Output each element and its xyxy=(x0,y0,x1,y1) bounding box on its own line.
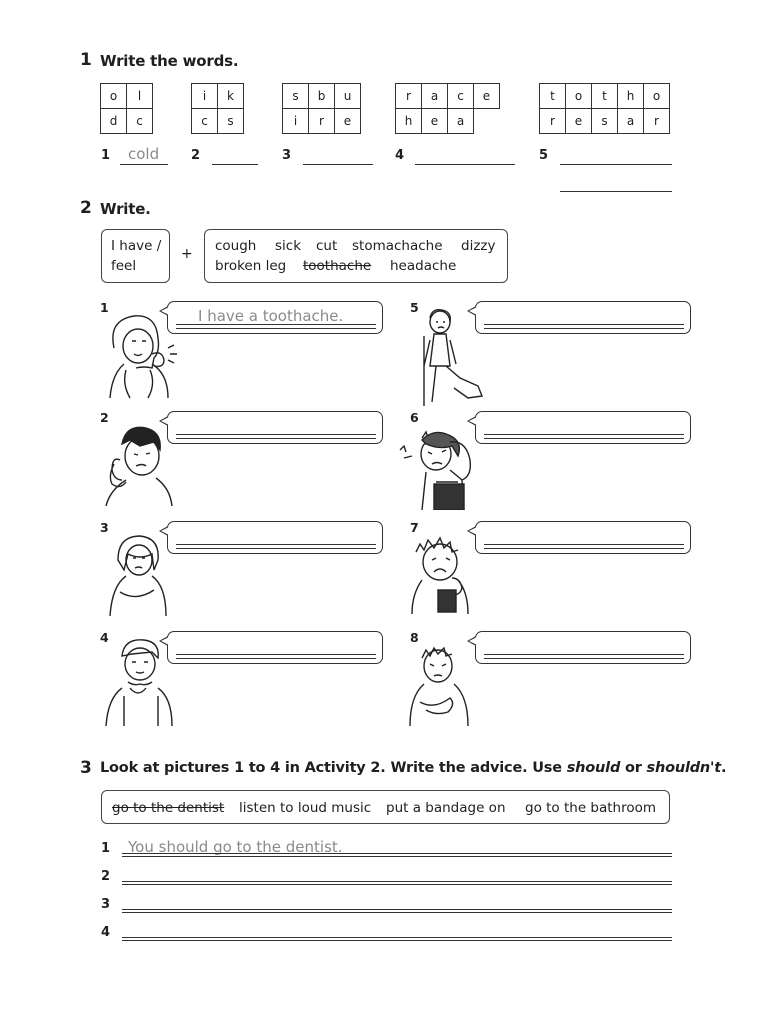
word-bank-item: sick xyxy=(275,238,302,254)
advice-line-1[interactable] xyxy=(122,853,672,854)
word-bank-item: dizzy xyxy=(461,238,496,254)
grid-cell: i xyxy=(192,84,218,109)
grid-cell: o xyxy=(644,84,670,109)
letter-grid-3 xyxy=(282,83,361,134)
bubble-line xyxy=(484,434,684,435)
activity3-number: 3 xyxy=(80,758,92,778)
grid-cell: a xyxy=(422,84,448,109)
activity2-title: Write. xyxy=(100,200,151,218)
grid-cell: r xyxy=(396,84,422,109)
speech-bubble-7[interactable] xyxy=(475,521,691,554)
grid-cell: c xyxy=(448,84,474,109)
advice-line-second xyxy=(122,912,672,913)
picture-number: 7 xyxy=(410,520,419,535)
advice-answer-1: You should go to the dentist. xyxy=(128,838,343,856)
picture-number: 3 xyxy=(100,520,109,535)
phrase-bank-item: go to the bathroom xyxy=(525,800,657,816)
bubble-line xyxy=(176,328,376,329)
advice-line-3[interactable] xyxy=(122,909,672,910)
activity3-title xyxy=(100,760,726,776)
grid-cell: a xyxy=(618,109,644,134)
answer-number: 4 xyxy=(395,148,405,163)
bubble-line xyxy=(176,544,376,545)
bubble-line xyxy=(484,654,684,655)
phrase-bank-item-used: go to the dentist xyxy=(112,800,225,816)
bubble-line xyxy=(176,438,376,439)
answer-line-4[interactable] xyxy=(415,164,515,165)
answer-line-3[interactable] xyxy=(303,164,373,165)
bubble-answer-1: I have a toothache. xyxy=(198,307,344,325)
speech-bubble-3[interactable] xyxy=(167,521,383,554)
phrase-bank-item: listen to loud music xyxy=(239,800,372,816)
bubble-line xyxy=(176,658,376,659)
grid-cell: h xyxy=(618,84,644,109)
advice-number: 3 xyxy=(101,897,111,912)
speech-bubble-6[interactable] xyxy=(475,411,691,444)
letter-grid-5 xyxy=(539,83,670,134)
grid-cell: d xyxy=(101,109,127,134)
phrase-bank-box xyxy=(101,790,670,824)
word-bank-item: cut xyxy=(316,238,338,254)
bubble-line xyxy=(484,544,684,545)
advice-line-second xyxy=(122,884,672,885)
word-bank-item: cough xyxy=(215,238,257,254)
word-bank-item-used: toothache xyxy=(303,258,372,274)
answer-number: 5 xyxy=(539,148,549,163)
bubble-line xyxy=(484,658,684,659)
activity3-title-or: or xyxy=(620,760,647,776)
grid-cell: r xyxy=(644,109,670,134)
speech-bubble-1[interactable] xyxy=(167,301,383,334)
answer-text-1: cold xyxy=(128,145,160,163)
answer-number: 2 xyxy=(191,148,201,163)
picture-number: 1 xyxy=(100,300,109,315)
word-bank-item: broken leg xyxy=(215,258,287,274)
grid-cell: o xyxy=(101,84,127,109)
bubble-line xyxy=(484,328,684,329)
advice-number: 4 xyxy=(101,925,111,940)
speech-bubble-8[interactable] xyxy=(475,631,691,664)
boy-dizzy-illustration xyxy=(392,420,482,510)
grid-cell: h xyxy=(396,109,422,134)
bubble-line xyxy=(176,548,376,549)
activity3-title-text: Look at pictures 1 to 4 in Activity 2. Write the advice. Use xyxy=(100,760,567,776)
boy-cough-illustration xyxy=(408,530,478,614)
grid-cell: e xyxy=(422,109,448,134)
grid-cell: s xyxy=(218,109,244,134)
grid-cell: a xyxy=(448,109,474,134)
answer-line-1[interactable] xyxy=(120,164,168,165)
grid-cell: t xyxy=(592,84,618,109)
bubble-line xyxy=(484,438,684,439)
grid-cell-empty xyxy=(474,109,500,134)
starter-box xyxy=(101,229,170,283)
grid-cell: r xyxy=(309,109,335,134)
advice-line-2[interactable] xyxy=(122,881,672,882)
grid-cell: b xyxy=(309,84,335,109)
grid-cell: c xyxy=(192,109,218,134)
activity3-title-shouldnt: shouldn't xyxy=(646,760,722,776)
answer-line-2[interactable] xyxy=(212,164,258,165)
phrase-bank-item: put a bandage on xyxy=(386,800,506,816)
speech-bubble-2[interactable] xyxy=(167,411,383,444)
advice-number: 2 xyxy=(101,869,111,884)
grid-cell: u xyxy=(335,84,361,109)
grid-cell: i xyxy=(283,109,309,134)
grid-cell: s xyxy=(592,109,618,134)
picture-number: 6 xyxy=(410,410,419,425)
starter-line-2: feel xyxy=(111,258,137,274)
picture-number: 4 xyxy=(100,630,109,645)
grid-cell: c xyxy=(127,109,153,134)
word-bank-box xyxy=(204,229,508,283)
bubble-line xyxy=(484,324,684,325)
bubble-line xyxy=(176,654,376,655)
advice-line-second xyxy=(122,856,672,857)
answer-number: 1 xyxy=(101,148,111,163)
advice-number: 1 xyxy=(101,841,111,856)
bubble-line xyxy=(176,434,376,435)
activity3-title-should: should xyxy=(566,760,621,776)
grid-cell: l xyxy=(127,84,153,109)
starter-line-1: I have / xyxy=(111,238,162,254)
picture-number: 2 xyxy=(100,410,109,425)
speech-bubble-5[interactable] xyxy=(475,301,691,334)
letter-grid-1 xyxy=(100,83,153,134)
answer-number: 3 xyxy=(282,148,292,163)
grid-cell: r xyxy=(540,109,566,134)
answer-line-5b[interactable] xyxy=(560,191,672,192)
picture-number: 5 xyxy=(410,300,419,315)
answer-line-5a[interactable] xyxy=(560,164,672,165)
letter-grid-4 xyxy=(395,83,500,134)
grid-cell: o xyxy=(566,84,592,109)
advice-line-second xyxy=(122,940,672,941)
activity1-title: Write the words. xyxy=(100,52,239,70)
bubble-line xyxy=(484,548,684,549)
speech-bubble-4[interactable] xyxy=(167,631,383,664)
picture-number: 8 xyxy=(410,630,419,645)
word-bank-item: headache xyxy=(390,258,457,274)
activity3-title-end: . xyxy=(721,760,727,776)
grid-cell: k xyxy=(218,84,244,109)
grid-cell: e xyxy=(335,109,361,134)
grid-cell: e xyxy=(566,109,592,134)
letter-grid-2 xyxy=(191,83,244,134)
grid-cell: s xyxy=(283,84,309,109)
advice-line-4[interactable] xyxy=(122,937,672,938)
grid-cell: e xyxy=(474,84,500,109)
plus-sign: + xyxy=(181,246,193,262)
activity2-number: 2 xyxy=(80,198,92,218)
grid-cell: t xyxy=(540,84,566,109)
word-bank-item: stomachache xyxy=(352,238,443,254)
activity1-number: 1 xyxy=(80,50,92,70)
boy-stomachache-illustration xyxy=(404,640,474,730)
